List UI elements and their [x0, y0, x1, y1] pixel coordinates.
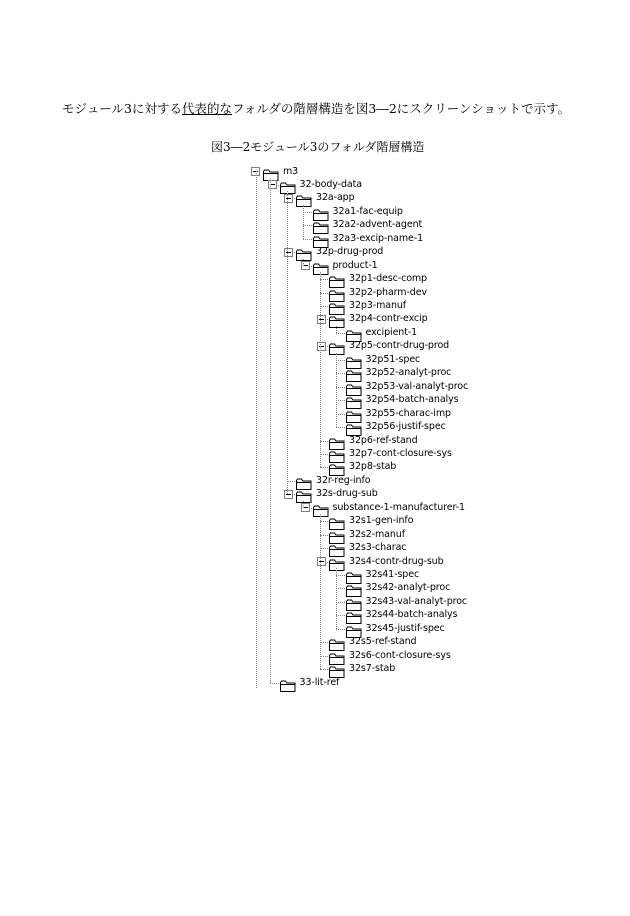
tree-guide — [303, 205, 304, 239]
tree-connector — [320, 548, 329, 549]
intro-text-before: モジュール3に対する — [62, 101, 182, 116]
tree-node[interactable] — [329, 555, 444, 568]
tree-node-label: 32p54-batch-analys — [365, 394, 459, 406]
folder-icon — [329, 461, 345, 473]
folder-icon — [346, 394, 362, 406]
tree-connector — [336, 414, 345, 415]
tree-node[interactable] — [346, 380, 469, 393]
tree-node-label: excipient-1 — [365, 326, 418, 338]
tree-node[interactable] — [329, 273, 427, 286]
tree-node-label: m3 — [283, 165, 299, 177]
tree-connector — [320, 467, 329, 468]
tree-node-label: 32a2-advent-agent — [332, 219, 423, 231]
collapse-toggle[interactable] — [268, 180, 277, 189]
figure-caption: 図3―2モジュール3のフォルダ階層構造 — [211, 140, 425, 154]
tree-node[interactable] — [346, 407, 451, 420]
tree-connector — [303, 225, 312, 226]
tree-connector — [303, 212, 312, 213]
tree-node[interactable] — [346, 622, 445, 635]
collapse-toggle[interactable] — [301, 503, 310, 512]
tree-node[interactable] — [346, 367, 452, 380]
tree-node-label: 32p2-pharm-dev — [349, 286, 427, 298]
tree-node[interactable] — [296, 474, 370, 487]
folder-icon — [329, 313, 345, 325]
tree-node-label: 32p1-desc-comp — [349, 273, 427, 285]
folder-icon — [346, 367, 362, 379]
tree-node[interactable] — [346, 569, 420, 582]
tree-node-label: 32a3-excip-name-1 — [332, 232, 424, 244]
tree-node-label: 32s2-manuf — [349, 528, 405, 540]
tree-node-label: 32s43-val-analyt-proc — [365, 595, 468, 607]
tree-connector — [336, 373, 345, 374]
folder-icon — [329, 448, 345, 460]
tree-outer-guide — [256, 171, 257, 688]
tree-node-label: 32s42-analyt-proc — [365, 582, 451, 594]
tree-node-label: 32s3-charac — [349, 542, 407, 554]
tree-node[interactable] — [280, 676, 340, 689]
tree-guide — [336, 326, 337, 333]
folder-icon — [346, 354, 362, 366]
tree-connector — [270, 683, 279, 684]
tree-node-label: 32s5-ref-stand — [349, 636, 417, 648]
tree-node-label: 32p53-val-analyt-proc — [365, 380, 469, 392]
tree-connector — [320, 521, 329, 522]
tree-guide — [320, 514, 321, 669]
folder-icon — [296, 246, 312, 258]
tree-connector — [320, 656, 329, 657]
folder-icon — [329, 287, 345, 299]
folder-icon — [280, 179, 296, 191]
tree-node-label: 32p5-contr-drug-prod — [349, 340, 450, 352]
tree-node-label: 32-body-data — [299, 178, 362, 190]
tree-guide — [336, 353, 337, 427]
tree-node-label: substance-1-manufacturer-1 — [332, 501, 465, 513]
tree-node-label: 32p51-spec — [365, 353, 421, 365]
tree-node[interactable] — [329, 542, 406, 555]
folder-icon — [329, 435, 345, 447]
tree-guide — [270, 178, 271, 683]
tree-node-label: 32s7-stab — [349, 663, 396, 675]
intro-text-after: フォルダの階層構造を図3―2にスクリーンショットで示す。 — [231, 101, 570, 116]
tree-node-label: 32s4-contr-drug-sub — [349, 555, 444, 567]
tree-node[interactable] — [329, 447, 452, 460]
tree-node-label: 32p7-cont-closure-sys — [349, 447, 452, 459]
folder-icon — [313, 502, 329, 514]
collapse-toggle[interactable] — [284, 248, 293, 257]
tree-guide — [303, 259, 304, 266]
tree-node[interactable] — [313, 205, 403, 218]
tree-node-label: 32p3-manuf — [349, 300, 407, 311]
folder-icon — [346, 381, 362, 393]
tree-node-label: 32p-drug-prod — [316, 246, 384, 258]
tree-connector — [336, 333, 345, 334]
tree-node[interactable] — [329, 286, 427, 299]
collapse-toggle[interactable] — [317, 315, 326, 324]
tree-node-label: 32a-app — [316, 192, 355, 204]
tree-node-label: 32s-drug-sub — [316, 488, 378, 500]
tree-node-label: 32p6-ref-stand — [349, 434, 418, 446]
collapse-toggle[interactable] — [284, 490, 293, 499]
tree-node[interactable] — [329, 461, 396, 474]
tree-node[interactable] — [313, 219, 423, 232]
tree-node[interactable] — [313, 232, 424, 245]
tree-node[interactable] — [296, 246, 383, 259]
tree-node[interactable] — [346, 609, 458, 622]
tree-node[interactable] — [346, 353, 421, 366]
folder-icon — [329, 663, 345, 675]
folder-icon — [313, 206, 329, 218]
folder-icon — [346, 408, 362, 420]
folder-icon — [329, 650, 345, 662]
tree-node[interactable] — [329, 340, 449, 353]
folder-icon — [346, 421, 362, 433]
tree-node[interactable] — [346, 582, 451, 595]
tree-node[interactable] — [296, 488, 378, 501]
folder-icon — [329, 529, 345, 541]
tree-connector — [336, 615, 345, 616]
tree-node[interactable] — [329, 515, 413, 528]
folder-icon — [346, 582, 362, 594]
folder-icon — [346, 327, 362, 339]
folder-icon — [329, 273, 345, 285]
tree-node[interactable] — [346, 421, 446, 434]
tree-connector — [320, 279, 329, 280]
tree-guide — [303, 501, 304, 508]
tree-connector — [303, 239, 312, 240]
tree-connector — [320, 441, 329, 442]
collapse-toggle[interactable] — [317, 557, 326, 566]
tree-node[interactable] — [346, 394, 459, 407]
folder-icon — [329, 300, 345, 312]
tree-connector — [320, 293, 329, 294]
folder-icon — [329, 542, 345, 554]
tree-node-label: 32r-reg-info — [316, 474, 371, 486]
tree-node[interactable] — [329, 313, 428, 326]
tree-connector — [336, 602, 345, 603]
folder-icon — [313, 233, 329, 245]
tree-node-label: 33-lit-ref — [299, 676, 340, 688]
folder-icon — [329, 556, 345, 568]
tree-node-label: 32s41-spec — [365, 569, 420, 580]
collapse-toggle[interactable] — [317, 342, 326, 351]
tree-connector — [320, 642, 329, 643]
tree-node-label: 32p8-stab — [349, 461, 397, 473]
tree-connector — [336, 360, 345, 361]
tree-guide — [287, 191, 288, 494]
folder-icon — [346, 609, 362, 621]
tree-node[interactable] — [313, 259, 378, 272]
tree-connector — [336, 575, 345, 576]
intro-text-underlined: 代表的な — [181, 101, 232, 116]
tree-node-label: 32s6-cont-closure-sys — [349, 649, 451, 661]
tree-node-label: product-1 — [332, 259, 378, 271]
folder-icon — [296, 488, 312, 500]
tree-connector — [336, 588, 345, 589]
tree-connector — [287, 481, 296, 482]
tree-node-label: 32p56-justif-spec — [365, 421, 446, 433]
folder-icon — [329, 515, 345, 527]
folder-icon — [280, 677, 296, 689]
folder-icon — [346, 569, 362, 581]
tree-connector — [320, 535, 329, 536]
tree-connector — [336, 400, 345, 401]
tree-node[interactable] — [346, 326, 418, 339]
tree-node-label: 32p52-analyt-proc — [365, 367, 452, 379]
folder-icon — [296, 192, 312, 204]
tree-node-label: 32s1-gen-info — [349, 515, 414, 527]
folder-icon — [313, 260, 329, 272]
tree-node[interactable] — [329, 663, 395, 676]
tree-connector — [320, 454, 329, 455]
folder-icon — [329, 636, 345, 648]
tree-node[interactable] — [329, 649, 451, 662]
tree-connector — [320, 669, 329, 670]
tree-connector — [336, 387, 345, 388]
tree-node[interactable] — [329, 300, 406, 313]
tree-node[interactable] — [313, 501, 465, 514]
tree-guide — [320, 272, 321, 467]
tree-connector — [336, 629, 345, 630]
collapse-toggle[interactable] — [284, 194, 293, 203]
collapse-toggle[interactable] — [301, 261, 310, 270]
folder-icon — [346, 623, 362, 635]
tree-connector — [320, 306, 329, 307]
tree-connector — [336, 427, 345, 428]
tree-node-label: 32p4-contr-excip — [349, 313, 428, 325]
tree-node-label: 32s45-justif-spec — [365, 622, 445, 634]
tree-node[interactable] — [346, 595, 468, 608]
tree-node[interactable] — [329, 434, 418, 447]
tree-node-label: 32s44-batch-analys — [365, 609, 458, 621]
tree-guide — [336, 568, 337, 629]
folder-icon — [263, 166, 279, 178]
tree-node[interactable] — [263, 165, 298, 178]
folder-icon — [346, 596, 362, 608]
tree-node-label: 32p55-charac-imp — [365, 407, 451, 419]
folder-icon — [313, 219, 329, 231]
tree-node[interactable] — [329, 528, 405, 541]
folder-icon — [296, 475, 312, 487]
tree-node-label: 32a1-fac-equip — [332, 205, 403, 217]
folder-icon — [329, 340, 345, 352]
tree-node[interactable] — [296, 192, 355, 205]
tree-node[interactable] — [329, 636, 416, 649]
tree-node[interactable] — [280, 178, 362, 191]
